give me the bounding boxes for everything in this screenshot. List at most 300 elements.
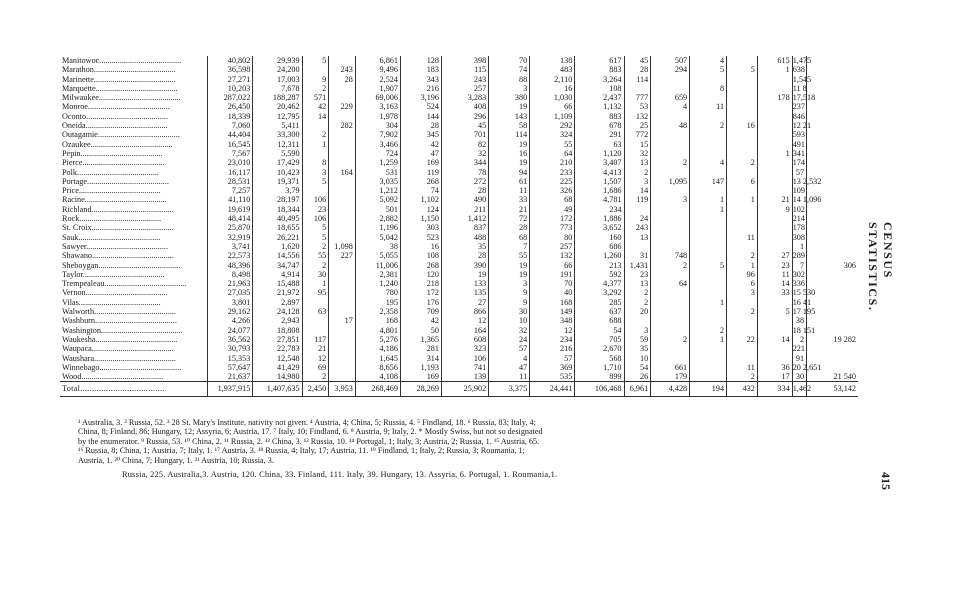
table-cell: 2 [624,288,651,297]
table-cell [302,186,329,195]
table-cell: 237 [792,102,805,112]
table-cell: 64 [651,279,690,288]
table-cell: 12 [530,326,575,335]
county-name [60,112,208,121]
table-cell: 285 [575,298,624,307]
table-cell [329,233,356,242]
table-cell: 2 [727,158,758,167]
table-cell: 23 [624,270,651,279]
table-cell: 7 [489,242,530,251]
county-name-text: Sawyer [62,241,87,251]
table-cell: 608 [441,335,488,344]
table-row [60,223,858,232]
table-cell: 10,203 [208,84,253,93]
county-name [60,149,208,158]
table-cell [757,168,792,177]
table-cell: 268 [400,261,441,270]
table-cell: 53,142 [807,382,858,396]
table-cell: 132 [624,112,651,121]
table-cell [727,326,758,335]
table-cell: 61 [489,177,530,186]
table-cell: 5 [302,56,329,65]
table-cell: 1,132 [575,102,624,111]
table-cell: 11 [489,186,530,195]
table-cell [727,186,758,195]
table-cell [807,279,858,288]
table-cell: 21 [757,195,792,204]
table-cell: 348 [530,316,575,325]
table-row [60,307,858,316]
table-cell: 27 [757,251,792,260]
table-cell [651,84,690,93]
table-cell: 8 [302,158,329,167]
table-cell: 6 [727,279,758,288]
table-cell [651,307,690,316]
table-cell [651,214,690,223]
table-cell [651,326,690,335]
table-cell: 25 [624,121,651,130]
table-cell [302,316,329,325]
table-cell: 119 [624,195,651,204]
table-cell: 14 [302,112,329,121]
table-cell: 68 [489,233,530,242]
table-cell: 18 151 [792,325,816,335]
table-cell: 94 [489,168,530,177]
table-cell: 114 [489,130,530,139]
leader-dots: ........................................ [80,148,163,158]
table-cell: 3,801 [208,298,253,307]
table-cell [757,158,792,167]
table-cell: 63 [302,307,329,316]
table-cell: 48 [651,121,690,130]
table-cell: 1 [302,140,329,149]
table-cell: 106 [441,354,488,363]
table-cell: 57 [530,354,575,363]
table-cell [329,363,356,372]
county-name-text: Total [62,384,81,394]
table-cell [329,112,356,121]
table-cell [807,168,858,177]
table-cell: 211 [441,205,488,214]
table-cell: 24,128 [253,307,302,316]
table-cell [807,65,858,74]
table-cell: 638 [792,65,805,75]
table-cell [807,102,858,111]
table-cell: 1,240 [355,279,400,288]
table-cell: 2,897 [253,298,302,307]
table-cell: 296 [441,112,488,121]
table-row [60,112,858,121]
table-cell: 617 [575,56,624,65]
table-cell: 72 [489,214,530,223]
table-cell: 33 [757,288,792,297]
table-cell: 291 [575,130,624,139]
table-cell: 14 [757,335,792,344]
leader-dots: ........................................ [79,214,162,224]
county-name [60,195,208,204]
table-cell: 292 [530,121,575,130]
table-cell: 21,637 [208,372,253,382]
county-name-text: Vernon [62,288,86,298]
table-cell: 2 [624,298,651,307]
table-cell: 18,339 [208,112,253,121]
table-cell: 19 [489,261,530,270]
table-cell: 3,79 [253,186,302,195]
county-name-text: Rock [62,214,80,224]
table-cell [727,93,758,102]
table-cell [757,214,792,223]
table-cell: 26,221 [253,233,302,242]
table-cell: 102 [792,204,805,214]
table-cell: 531 [355,168,400,177]
table-cell [651,288,690,297]
table-cell: 1 [690,298,727,307]
county-name-text: Walworth [62,307,95,317]
table-cell: 13 [624,233,651,242]
table-cell: 6,861 [355,56,400,65]
table-cell [329,288,356,297]
table-cell: 6 [727,177,758,186]
table-cell: 2 [651,335,690,344]
table-cell [727,354,758,363]
table-cell: 777 [624,93,651,102]
table-cell: 143 [489,112,530,121]
table-cell: 28 [329,75,356,84]
table-cell: 18,344 [253,205,302,214]
table-cell: 10,423 [253,168,302,177]
table-cell: 323 [441,344,488,353]
table-cell: 91 [792,354,806,363]
table-cell: 50 [400,326,441,335]
table-cell [757,242,792,251]
table-cell: 95 [302,288,329,297]
table-cell: 194 [690,382,727,396]
table-cell: 8,498 [208,270,253,279]
table-cell: 55 [530,140,575,149]
table-cell: 29,162 [208,307,253,316]
table-cell: 488 [441,233,488,242]
table-cell: 23,010 [208,158,253,167]
county-name [60,270,208,279]
table-cell: 343 [400,75,441,84]
table-cell [727,102,758,111]
table-row [60,233,858,242]
leader-dots: ........................................ [87,176,169,186]
table-cell: 32 [624,149,651,158]
table-cell: 32,919 [208,233,253,242]
table-cell: 772 [624,130,651,139]
table-cell: 54 [575,326,624,335]
table-cell: 866 [441,307,488,316]
table-cell: 380 [489,93,530,102]
table-cell: 26 [624,372,651,382]
footnote-line: Austria, 1. ²⁰ China, 7; Hungary, 1. ²¹ Austria, 10; Russia, 3. [78,455,274,465]
table-cell: 1,620 [253,242,302,251]
table-cell: 390 [441,261,488,270]
table-cell [329,93,356,102]
county-name [60,168,208,177]
table-cell: 30 [302,270,329,279]
table-cell: 40 [530,288,575,297]
table-cell: 2 [302,242,329,251]
table-row [60,121,858,130]
table-cell: 24,200 [253,65,302,74]
table-cell: 1 [690,195,727,204]
table-cell: 14,556 [253,251,302,260]
table-cell: 59 [624,335,651,344]
table-cell: 30,793 [208,344,253,353]
table-row [60,195,858,204]
leader-dots: ........................................ [82,269,165,279]
table-cell: 36,598 [208,65,253,74]
table-cell: 128 [400,56,441,65]
table-cell: 225 [530,177,575,186]
table-cell [757,121,792,130]
table-cell: 36 [757,363,792,372]
table-cell [651,316,690,325]
table-cell: 17 [329,316,356,325]
table-cell: 40,802 [208,56,253,65]
table-cell: 724 [355,149,400,158]
county-name-text: Sheboygan [62,260,99,270]
county-name [60,186,208,195]
table-cell: 369 [530,363,575,372]
county-name [60,140,208,149]
table-cell: 2,358 [355,307,400,316]
county-name-text: Waukesha [62,334,96,344]
table-cell [690,242,727,251]
table-cell: 19 [489,102,530,111]
table-cell [329,158,356,167]
table-cell: 22,783 [253,344,302,353]
county-name [60,354,208,363]
table-cell: 42 [400,140,441,149]
table-cell: 124 [400,205,441,214]
table-cell: 2 [302,372,329,382]
table-cell: 5,590 [253,149,302,158]
table-cell: 19,371 [253,177,302,186]
leader-dots: ........................................ [85,121,168,131]
table-cell: 19,619 [208,205,253,214]
table-cell [727,112,758,121]
table-cell: 66 [530,102,575,111]
table-cell: 659 [651,93,690,102]
table-cell: 172 [530,214,575,223]
leader-dots: ........................................ [78,297,161,307]
table-cell: 678 [575,121,624,130]
table-cell: 17,518 [792,93,816,103]
table-cell [757,102,792,111]
table-cell [690,223,727,232]
table-cell: 109 [792,186,805,196]
table-cell [329,56,356,65]
table-cell [329,335,356,344]
table-cell: 25,902 [441,382,488,396]
table-cell [329,270,356,279]
table-cell: 63 [575,140,624,149]
table-cell: 705 [575,335,624,344]
table-cell: 5 [302,223,329,232]
county-name-text: Marathon [62,65,94,75]
table-cell: 27,271 [208,75,253,84]
table-cell: 17 [757,372,792,382]
table-cell: 114 [624,75,651,84]
table-cell [329,326,356,335]
table-cell: 1,886 [575,214,624,223]
table-cell: 4,781 [575,195,624,204]
table-cell: 164 [329,168,356,177]
table-cell: 28 [489,223,530,232]
table-cell: 218 [400,279,441,288]
table-cell: 5 [690,65,727,74]
table-cell: 12,311 [253,140,302,149]
table-cell: 3,953 [329,382,356,396]
table-cell: 9,496 [355,65,400,74]
table-cell: 23 [757,261,792,270]
table-cell: 2 [727,251,758,260]
table-row [60,251,858,260]
leader-dots: ........................................ [84,195,167,205]
table-cell: 169 [400,158,441,167]
table-cell: 5 [757,307,792,316]
table-cell [651,233,690,242]
table-cell: 304 [355,121,400,130]
table-cell: 21 540 [807,372,858,382]
county-name [60,121,208,130]
county-name-text: Shawano [62,251,93,261]
table-cell: 568 [575,354,624,363]
table-cell: 120 [400,270,441,279]
county-name-text: Outagamie [62,130,98,140]
table-cell: 3,283 [441,93,488,102]
table-cell: 837 [441,223,488,232]
table-cell: 7,902 [355,130,400,139]
table-cell: 21,972 [253,288,302,297]
table-cell [690,354,727,363]
table-cell: 183 [400,65,441,74]
table-cell [727,242,758,251]
table-cell: 48,396 [208,261,253,270]
table-cell: 1,507 [575,177,624,186]
footnote-line: ¹⁶ Russia, 8; China, 1; Austria, 7; Italy, 1. ¹⁷ Austria, 3. ¹⁸ Russia, 4; Italy, 17; Austria, 11. ¹⁹ Findland, 1; Italy, 2; Russia, 3; Roumania, 1; [78,446,525,456]
table-cell: 38 [792,316,806,325]
table-cell: 135 [441,288,488,297]
leader-dots: ........................................ [93,65,176,75]
table-cell [690,307,727,316]
table-cell [727,75,758,84]
leader-dots: ........................................ [85,288,168,298]
table-cell [807,75,858,84]
table-cell [690,363,727,372]
leader-dots: ........................................ [81,372,164,382]
table-cell: 615 [757,56,792,65]
leader-dots: ........................................ [92,251,174,261]
table-cell: 257 [441,84,488,93]
table-cell: 11 [489,372,530,382]
leader-dots: ........................................ [98,93,181,103]
table-cell: 5 [302,233,329,242]
table-cell: 195 [355,298,400,307]
table-cell [757,75,792,84]
table-cell: 3,035 [355,177,400,186]
table-cell: 32 [441,149,488,158]
table-cell: 233 [530,168,575,177]
table-cell: 688 [575,316,624,325]
table-cell: 18,655 [253,223,302,232]
table-cell: 14 [757,279,792,288]
table-cell: 1,710 [575,363,624,372]
table-cell: 58 [489,121,530,130]
table-cell: 5,092 [355,195,400,204]
leader-dots: ........................................ [95,83,178,93]
table-cell: 491 [792,139,805,149]
county-name [60,316,208,325]
table-cell: 132 [530,251,575,260]
table-cell: 3 [624,177,651,186]
leader-dots: ........................................ [90,139,173,149]
table-cell [690,288,727,297]
table-cell: 686 [575,242,624,251]
table-cell: 432 [727,382,758,396]
table-cell: 3,375 [489,382,530,396]
table-cell [727,214,758,223]
table-cell: 21 [489,205,530,214]
table-cell [624,316,651,325]
table-row [60,242,858,251]
table-cell [651,112,690,121]
table-cell: 191 [530,270,575,279]
table-cell [651,354,690,363]
table-cell: 1 [302,279,329,288]
table-cell: 1,193 [400,363,441,372]
table-cell: 7 [792,261,806,270]
table-cell: 117 [302,335,329,344]
table-cell: 11 8 [792,83,807,93]
table-row [60,372,858,382]
table-cell: 15 [624,140,651,149]
table-cell [757,326,792,335]
table-cell [807,270,858,279]
table-cell: 23 [302,205,329,214]
table-cell [651,130,690,139]
table-cell [651,242,690,251]
table-cell [651,205,690,214]
table-row [60,298,858,307]
table-cell: 326 [530,186,575,195]
table-cell: 10 [624,354,651,363]
county-name-text: Pepin [62,148,81,158]
table-cell: 9 [489,288,530,297]
table-cell: 268 [400,177,441,186]
table-row [60,186,858,195]
table-cell [727,168,758,177]
table-cell: 2 [690,121,727,130]
leader-dots: ........................................ [97,130,180,140]
table-cell: 4,914 [253,270,302,279]
table-cell [690,214,727,223]
table-cell: 24 [624,214,651,223]
county-name [60,288,208,297]
table-cell: 108 [400,251,441,260]
table-cell: 1,907 [355,84,400,93]
county-name [60,56,208,65]
table-cell: 18,808 [253,326,302,335]
county-name [60,372,208,382]
table-cell: 21 [302,344,329,353]
table-cell [690,168,727,177]
table-cell: 174 [792,158,805,168]
table-cell: 147 [690,177,727,186]
